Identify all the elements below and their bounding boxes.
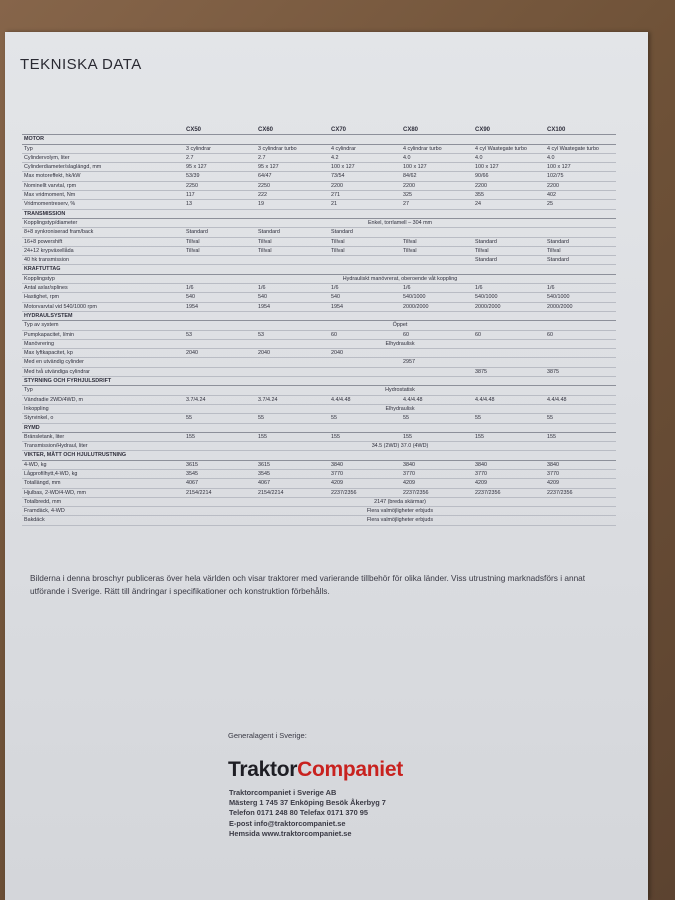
table-row xyxy=(22,330,616,339)
value-cell: Tillval xyxy=(184,237,256,246)
value-cell xyxy=(401,228,473,237)
value-cell: 55 xyxy=(184,414,256,423)
value-cell: 1/6 xyxy=(473,284,545,293)
value-cell: Standard xyxy=(256,228,329,237)
value-cell xyxy=(329,367,401,376)
value-cell: 4.0 xyxy=(401,153,473,162)
table-row xyxy=(22,284,616,293)
row-label: Pumpkapacitet, l/min xyxy=(22,330,184,339)
table-row xyxy=(22,218,616,227)
row-label: Framdäck, 4-WD xyxy=(22,507,184,516)
row-label: Inkoppling xyxy=(22,404,184,413)
value-cell: 325 xyxy=(401,191,473,200)
value-cell: 4209 xyxy=(545,479,616,488)
value-cell: 21 xyxy=(329,200,401,209)
general-agent-label: Generalagent i Sverige: xyxy=(228,731,307,740)
table-row xyxy=(22,237,616,246)
section-heading: STYRNING OCH FYRHJULSDRIFT xyxy=(22,377,616,386)
value-cell: 2040 xyxy=(329,349,401,358)
address-line: Hemsida www.traktorcompaniet.se xyxy=(229,828,352,838)
table-row xyxy=(22,497,616,506)
value-cell: 1954 xyxy=(256,302,329,311)
value-cell: 55 xyxy=(473,414,545,423)
value-cell: 2000/2000 xyxy=(545,302,616,311)
table-row xyxy=(22,358,616,367)
value-cell: 4.2 xyxy=(329,153,401,162)
spanning-value-cell: Flera valmöjligheter erbjuds xyxy=(184,516,616,525)
table-row xyxy=(22,395,616,404)
value-cell: 4.4/4.48 xyxy=(329,395,401,404)
section-heading: MOTOR xyxy=(22,135,616,144)
value-cell: 27 xyxy=(401,200,473,209)
value-cell xyxy=(545,228,616,237)
section-heading: HYDRAULSYSTEM xyxy=(22,311,616,320)
value-cell: 4 cylindrar xyxy=(329,144,401,153)
table-row xyxy=(22,414,616,423)
value-cell: 2.7 xyxy=(184,153,256,162)
spanning-value-cell: Flera valmöjligheter erbjuds xyxy=(184,507,616,516)
row-label: 24+12 krypväxellåda xyxy=(22,246,184,255)
table-row xyxy=(22,200,616,209)
row-label: Cylinderdiameter/slaglängd, mm xyxy=(22,163,184,172)
row-label: Nominellt varvtal, rpm xyxy=(22,181,184,190)
value-cell: 100 x 127 xyxy=(473,163,545,172)
table-row xyxy=(22,339,616,348)
value-cell: Tillval xyxy=(401,246,473,255)
section-heading: VIKTER, MÅTT OCH HJULUTRUSTNING xyxy=(22,451,616,460)
value-cell: 540 xyxy=(184,293,256,302)
value-cell xyxy=(545,358,616,367)
row-label: Hjulbas, 2-WD/4-WD, mm xyxy=(22,488,184,497)
table-row xyxy=(22,302,616,311)
value-cell: 3615 xyxy=(256,460,329,469)
section-row xyxy=(22,451,616,460)
value-cell: 2237/2356 xyxy=(329,488,401,497)
value-cell: 4067 xyxy=(256,479,329,488)
value-cell: Tillval xyxy=(545,246,616,255)
table-row xyxy=(22,181,616,190)
section-row xyxy=(22,311,616,320)
value-cell: 2200 xyxy=(473,181,545,190)
value-cell xyxy=(184,256,256,265)
row-label: Vridmomentreserv, % xyxy=(22,200,184,209)
value-cell: 2957 xyxy=(401,358,473,367)
value-cell: 3840 xyxy=(401,460,473,469)
row-label: Kopplingstyp/diameter xyxy=(22,218,184,227)
value-cell xyxy=(545,349,616,358)
value-cell: 3770 xyxy=(329,469,401,478)
model-header: CX80 xyxy=(401,126,473,135)
value-cell: 117 xyxy=(184,191,256,200)
value-cell: 3875 xyxy=(545,367,616,376)
value-cell: 25 xyxy=(545,200,616,209)
value-cell: 13 xyxy=(184,200,256,209)
value-cell: Tillval xyxy=(256,246,329,255)
value-cell: 84/62 xyxy=(401,172,473,181)
value-cell: Tillval xyxy=(401,237,473,246)
value-cell xyxy=(329,256,401,265)
value-cell: 3840 xyxy=(473,460,545,469)
table-row xyxy=(22,488,616,497)
value-cell: 19 xyxy=(256,200,329,209)
value-cell: 1/6 xyxy=(184,284,256,293)
value-cell xyxy=(473,349,545,358)
table-header-row xyxy=(22,126,616,135)
table-row xyxy=(22,432,616,441)
value-cell xyxy=(329,358,401,367)
value-cell: 55 xyxy=(329,414,401,423)
value-cell: Tillval xyxy=(473,246,545,255)
value-cell xyxy=(401,367,473,376)
section-heading: KRAFTUTTAG xyxy=(22,265,616,274)
value-cell: 2237/2356 xyxy=(473,488,545,497)
value-cell: 4.0 xyxy=(473,153,545,162)
spanning-value-cell: Hydrostatisk xyxy=(184,386,616,395)
value-cell: 4 cylindrar turbo xyxy=(401,144,473,153)
value-cell: 4.4/4.48 xyxy=(401,395,473,404)
value-cell: 64/47 xyxy=(256,172,329,181)
section-row xyxy=(22,423,616,432)
value-cell xyxy=(401,256,473,265)
value-cell: 4 cyl Wastegate turbo xyxy=(545,144,616,153)
value-cell: Tillval xyxy=(256,237,329,246)
section-row xyxy=(22,209,616,218)
value-cell: 1/6 xyxy=(256,284,329,293)
table-row xyxy=(22,228,616,237)
model-header: CX50 xyxy=(184,126,256,135)
row-label: Lågprofilhytt,4-WD, kg xyxy=(22,469,184,478)
value-cell: 1/6 xyxy=(401,284,473,293)
value-cell: 53 xyxy=(184,330,256,339)
row-label: Totalbredd, mm xyxy=(22,497,184,506)
model-header: CX70 xyxy=(329,126,401,135)
table-row xyxy=(22,507,616,516)
value-cell: 540 xyxy=(256,293,329,302)
row-label: Vändradie 2WD/4WD, m xyxy=(22,395,184,404)
value-cell: 2000/2000 xyxy=(473,302,545,311)
section-row xyxy=(22,377,616,386)
row-label: Antal axlar/splines xyxy=(22,284,184,293)
section-row xyxy=(22,265,616,274)
value-cell: 55 xyxy=(256,414,329,423)
row-label: Med en utvändig cylinder xyxy=(22,358,184,367)
address-line: E-post info@traktorcompaniet.se xyxy=(229,818,346,828)
value-cell: 3875 xyxy=(473,367,545,376)
value-cell: 24 xyxy=(473,200,545,209)
value-cell xyxy=(184,367,256,376)
value-cell: 155 xyxy=(545,432,616,441)
value-cell: 4 cyl Wastegate turbo xyxy=(473,144,545,153)
company-address xyxy=(229,788,386,839)
value-cell: 155 xyxy=(329,432,401,441)
value-cell: 3.7/4.24 xyxy=(256,395,329,404)
row-label: Cylindervolym, liter xyxy=(22,153,184,162)
table-row xyxy=(22,460,616,469)
table-row xyxy=(22,469,616,478)
header-label-cell xyxy=(22,126,184,135)
value-cell: 1954 xyxy=(184,302,256,311)
value-cell: Tillval xyxy=(329,237,401,246)
value-cell: 2000/2000 xyxy=(401,302,473,311)
value-cell: Tillval xyxy=(184,246,256,255)
spanning-value-cell: Elhydraulisk xyxy=(184,339,616,348)
value-cell: 55 xyxy=(401,414,473,423)
value-cell: 222 xyxy=(256,191,329,200)
value-cell xyxy=(256,256,329,265)
value-cell: 90/66 xyxy=(473,172,545,181)
value-cell: 60 xyxy=(473,330,545,339)
section-heading: TRANSMISSION xyxy=(22,209,616,218)
row-label: Max motoreffekt, hk/kW xyxy=(22,172,184,181)
value-cell: 100 x 127 xyxy=(329,163,401,172)
value-cell: 102/75 xyxy=(545,172,616,181)
table-row xyxy=(22,246,616,255)
value-cell: 540 xyxy=(329,293,401,302)
row-label: Typ xyxy=(22,144,184,153)
value-cell: 3840 xyxy=(545,460,616,469)
spanning-value-cell: Öppet xyxy=(184,321,616,330)
value-cell: 2237/2356 xyxy=(401,488,473,497)
value-cell: Standard xyxy=(473,237,545,246)
value-cell: 2200 xyxy=(401,181,473,190)
row-label: Hastighet, rpm xyxy=(22,293,184,302)
value-cell: 2250 xyxy=(256,181,329,190)
address-line: Traktorcompaniet i Sverige AB xyxy=(229,788,337,797)
value-cell: 2040 xyxy=(184,349,256,358)
value-cell: 3770 xyxy=(545,469,616,478)
value-cell: 540/1000 xyxy=(473,293,545,302)
row-label: Styrvinkel, o xyxy=(22,414,184,423)
value-cell: 2200 xyxy=(545,181,616,190)
row-label: Manövrering xyxy=(22,339,184,348)
value-cell: 1/6 xyxy=(545,284,616,293)
table-row xyxy=(22,153,616,162)
value-cell: 4067 xyxy=(184,479,256,488)
traktorcompaniet-logo xyxy=(228,758,403,782)
value-cell: 60 xyxy=(545,330,616,339)
table-row xyxy=(22,367,616,376)
value-cell: 95 x 127 xyxy=(256,163,329,172)
page-title: TEKNISKA DATA xyxy=(20,56,142,73)
table-row xyxy=(22,274,616,283)
value-cell: Standard xyxy=(329,228,401,237)
value-cell: 53 xyxy=(256,330,329,339)
specifications-table xyxy=(22,126,616,526)
table-row xyxy=(22,479,616,488)
value-cell: 1954 xyxy=(329,302,401,311)
value-cell: 95 x 127 xyxy=(184,163,256,172)
value-cell: 4209 xyxy=(329,479,401,488)
value-cell: 3770 xyxy=(401,469,473,478)
table-row xyxy=(22,442,616,451)
value-cell: 3770 xyxy=(473,469,545,478)
section-row xyxy=(22,135,616,144)
address-line: Telefon 0171 248 80 Telefax 0171 370 95 xyxy=(229,808,369,818)
logo-text-companiet: Companiet xyxy=(297,758,403,781)
value-cell: 55 xyxy=(545,414,616,423)
value-cell: 540/1000 xyxy=(545,293,616,302)
row-label: Typ xyxy=(22,386,184,395)
specifications-body xyxy=(22,135,616,525)
value-cell: 4.4/4.48 xyxy=(473,395,545,404)
value-cell xyxy=(401,349,473,358)
section-heading: RYMD xyxy=(22,423,616,432)
value-cell xyxy=(184,358,256,367)
model-header: CX100 xyxy=(545,126,616,135)
table-row xyxy=(22,256,616,265)
value-cell: 2237/2356 xyxy=(545,488,616,497)
value-cell: 271 xyxy=(329,191,401,200)
value-cell: 2.7 xyxy=(256,153,329,162)
table-row xyxy=(22,191,616,200)
row-label: 4-WD, kg xyxy=(22,460,184,469)
row-label: Bakdäck xyxy=(22,516,184,525)
value-cell: 3 cylindrar xyxy=(184,144,256,153)
table-row xyxy=(22,163,616,172)
value-cell: 3.7/4.24 xyxy=(184,395,256,404)
row-label: Max lyftkapacitet, kp xyxy=(22,349,184,358)
value-cell: 60 xyxy=(401,330,473,339)
row-label: Kopplingstyp xyxy=(22,274,184,283)
spanning-value-cell: 34.5 (2WD) 37.0 (4WD) xyxy=(184,442,616,451)
value-cell: 155 xyxy=(184,432,256,441)
value-cell: 100 x 127 xyxy=(401,163,473,172)
value-cell: 1/6 xyxy=(329,284,401,293)
value-cell: Standard xyxy=(545,256,616,265)
address-line: Mästerg 1 745 37 Enköping Besök Åkerbyg 7 xyxy=(229,798,386,808)
value-cell xyxy=(473,228,545,237)
value-cell xyxy=(256,358,329,367)
value-cell: 100 x 127 xyxy=(545,163,616,172)
row-label: Typ av system xyxy=(22,321,184,330)
value-cell: Standard xyxy=(473,256,545,265)
value-cell: 3 cylindrar turbo xyxy=(256,144,329,153)
table-row xyxy=(22,349,616,358)
row-label: Motorvarvtal vid 540/1000 rpm xyxy=(22,302,184,311)
table-row xyxy=(22,172,616,181)
value-cell: 540/1000 xyxy=(401,293,473,302)
table-row xyxy=(22,293,616,302)
value-cell: 355 xyxy=(473,191,545,200)
row-label: 40 hk transmission xyxy=(22,256,184,265)
disclaimer-text: Bilderna i denna broschyr publiceras över hela världen och visar traktorer med varierande tillbehör för olika länder. Viss utrustning marknadsförs i annat utförande i Sverige. Rätt till ändringar i specifikationer och konstruktion förbehålls. xyxy=(30,573,586,596)
value-cell: 4209 xyxy=(401,479,473,488)
value-cell xyxy=(256,367,329,376)
value-cell: 402 xyxy=(545,191,616,200)
row-label: 16+8 powershift xyxy=(22,237,184,246)
value-cell: 3840 xyxy=(329,460,401,469)
value-cell: 3545 xyxy=(256,469,329,478)
logo-text-traktor: Traktor xyxy=(228,758,298,781)
model-header: CX60 xyxy=(256,126,329,135)
value-cell: 4209 xyxy=(473,479,545,488)
row-label: Totallängd, mm xyxy=(22,479,184,488)
value-cell: 4.0 xyxy=(545,153,616,162)
value-cell: 3545 xyxy=(184,469,256,478)
row-label: Transmission/Hydraul, liter xyxy=(22,442,184,451)
spanning-value-cell: Enkel, torrlamell – 304 mm xyxy=(184,218,616,227)
row-label: Max vridmoment, Nm xyxy=(22,191,184,200)
value-cell: Tillval xyxy=(329,246,401,255)
value-cell: Standard xyxy=(184,228,256,237)
value-cell: Standard xyxy=(545,237,616,246)
row-label: Bränsletank, liter xyxy=(22,432,184,441)
spanning-value-cell: 2147 (breda skärmar) xyxy=(184,497,616,506)
value-cell: 3615 xyxy=(184,460,256,469)
value-cell: 2154/2214 xyxy=(184,488,256,497)
table-row xyxy=(22,516,616,525)
spanning-value-cell: Hydrauliskt manövrerat, oberoende våt koppling xyxy=(184,274,616,283)
value-cell: 4.4/4.48 xyxy=(545,395,616,404)
value-cell: 2250 xyxy=(184,181,256,190)
value-cell: 155 xyxy=(256,432,329,441)
value-cell: 2154/2214 xyxy=(256,488,329,497)
value-cell: 2200 xyxy=(329,181,401,190)
value-cell: 53/39 xyxy=(184,172,256,181)
row-label: Med två utvändiga cylindrar xyxy=(22,367,184,376)
table-row xyxy=(22,321,616,330)
value-cell: 155 xyxy=(473,432,545,441)
table-row xyxy=(22,404,616,413)
value-cell: 155 xyxy=(401,432,473,441)
model-header: CX90 xyxy=(473,126,545,135)
value-cell xyxy=(473,358,545,367)
value-cell: 2040 xyxy=(256,349,329,358)
table-row xyxy=(22,386,616,395)
value-cell: 73/54 xyxy=(329,172,401,181)
spanning-value-cell: Elhydraulisk xyxy=(184,404,616,413)
value-cell: 60 xyxy=(329,330,401,339)
table-row xyxy=(22,144,616,153)
row-label: 8+8 synkroniserad fram/back xyxy=(22,228,184,237)
